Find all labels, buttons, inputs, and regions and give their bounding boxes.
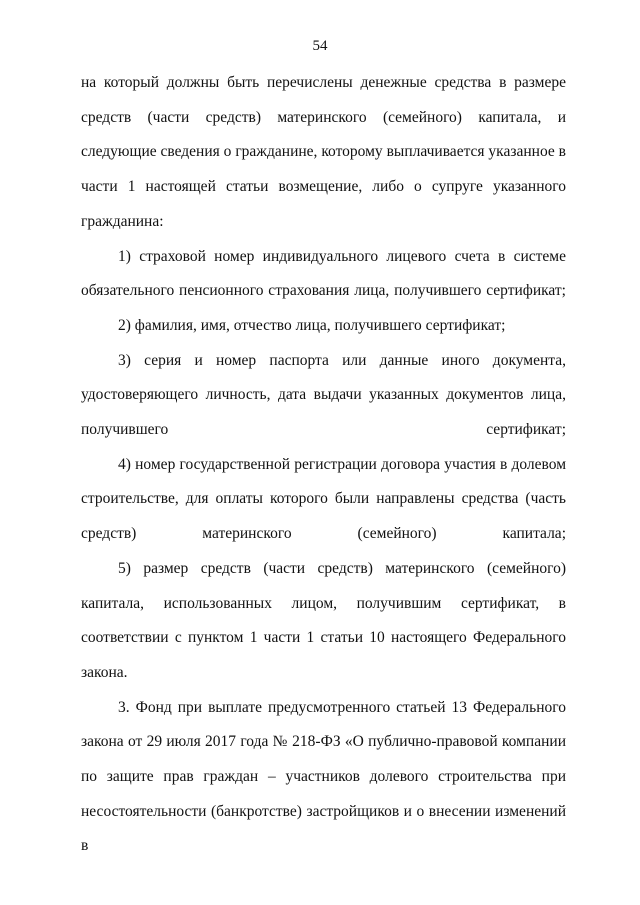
document-body: [81, 66, 566, 864]
paragraph-item-1: 1) страховой номер индивидуального лицевого счета в системе обязательного пенсионного страхования лица, получившего сертификат;: [81, 247, 566, 300]
paragraph-item-3: 3) серия и номер паспорта или данные иного документа, удостоверяющего личность, дата выдачи указанных документов лица, получившего сертификат;: [81, 351, 566, 439]
paragraph-item-4: 4) номер государственной регистрации договора участия в долевом строительстве, для оплаты которого были направлены средства (часть средств) материнского (семейного) капитала;: [81, 455, 566, 543]
paragraph-continuation: на который должны быть перечислены денежные средства в размере средств (части средств) материнского (семейного) капитала, и следующие сведения о гражданине, которому выплачивается указанное в части 1 настоящей статьи возмещение, либо о супруге указанного гражданина:: [81, 74, 566, 230]
paragraph-item-5: 5) размер средств (части средств) материнского (семейного) капитала, использованных лицом, получившим сертификат, в соответствии с пунктом 1 части 1 статьи 10 настоящего Федерального закона.: [81, 559, 566, 681]
page-number: 54: [312, 38, 328, 54]
paragraph-section-3: 3. Фонд при выплате предусмотренного статьей 13 Федерального закона от 29 июля 2017 года № 218-ФЗ «О публично-правовой компании по защите прав граждан – участников долевого строительства при несостоятельности (банкротстве) застройщиков и о внесении изменений в: [81, 698, 566, 855]
paragraph-item-2: 2) фамилия, имя, отчество лица, получившего сертификат;: [118, 316, 506, 334]
